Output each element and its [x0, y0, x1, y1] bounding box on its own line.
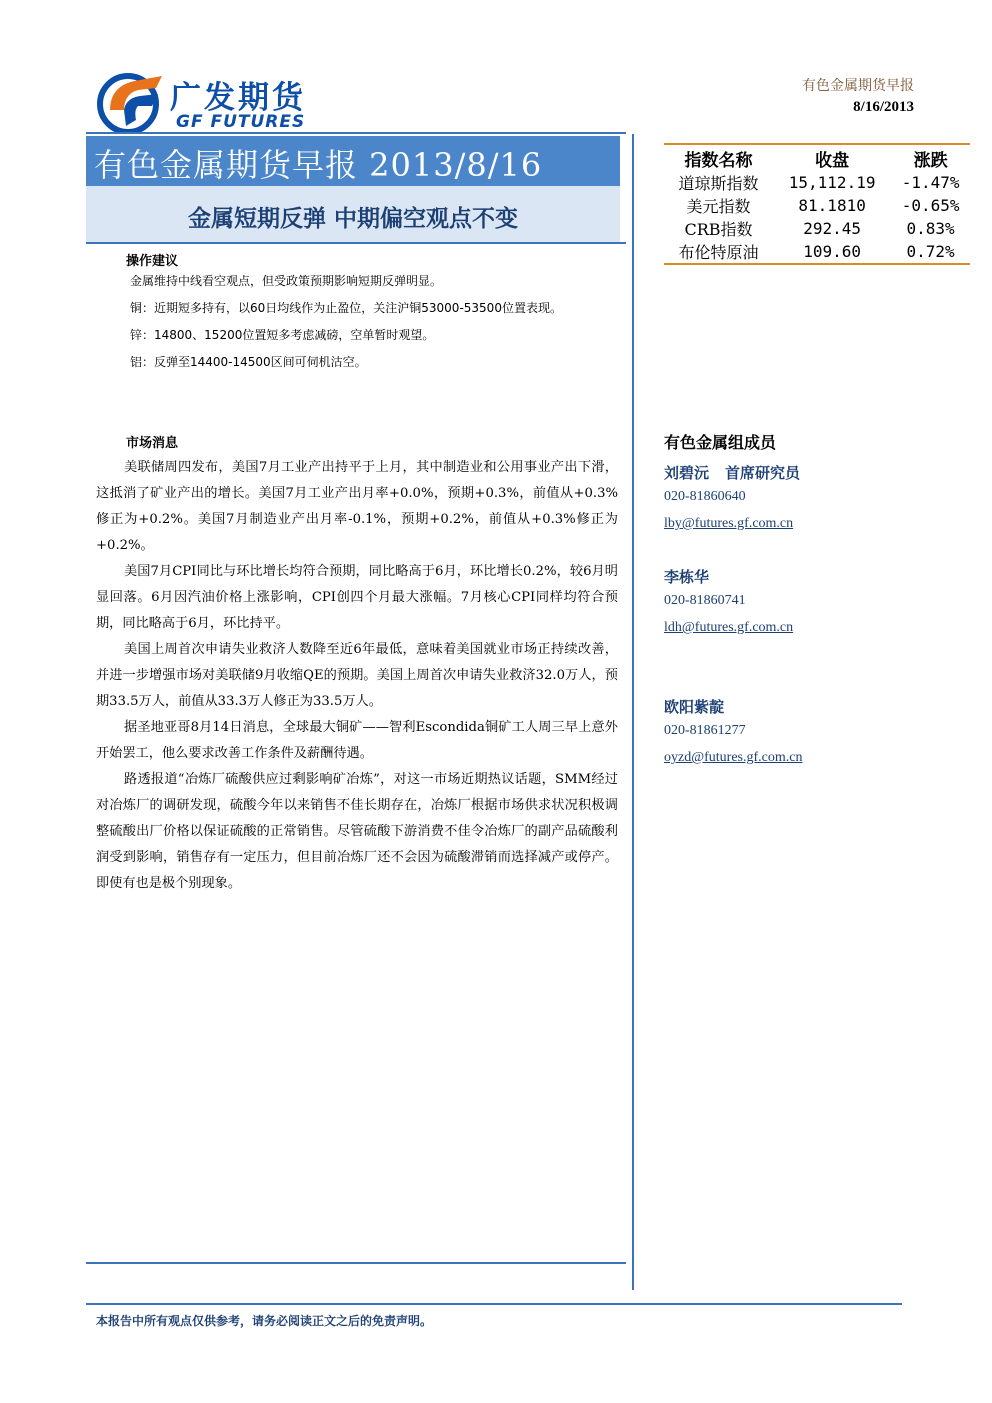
member-email-link[interactable]: lby@futures.gf.com.cn — [664, 516, 794, 531]
team-member — [664, 696, 964, 766]
header-divider — [86, 132, 626, 134]
member-name: 刘碧沅 — [664, 464, 710, 482]
index-close: 15,112.19 — [788, 173, 876, 192]
news-paragraph: 路透报道“冶炼厂硫酸供应过剩影响矿冶炼”，对这一市场近期热议话题，SMM经过对冶炼厂的调研发现，硫酸今年以来销售不佳长期存在，冶炼厂根据市场供求状况积极调整硫酸出厂价格以保证硫酸的正常销售。尽管硫酸下游消费不佳令冶炼厂的副产品硫酸利润受到影响，销售存有一定压力，但目前冶炼厂还不会因为硫酸滞销而选择减产或停产。即使有也是极个别现象。 — [96, 772, 618, 891]
col-header-name: 指数名称 — [684, 150, 753, 171]
col-header-close: 收盘 — [815, 150, 850, 171]
operation-item: 锌：14800、15200位置短多考虑减磅，空单暂时观望。 — [130, 328, 435, 342]
subtitle-banner — [86, 186, 620, 242]
team-member — [664, 462, 964, 532]
index-name: 美元指数 — [686, 197, 751, 216]
table-row — [664, 171, 970, 194]
news-heading: 市场消息 — [126, 436, 179, 451]
col-header-change: 涨跌 — [913, 150, 948, 171]
index-name: CRB指数 — [684, 220, 753, 239]
table-bottom-rule — [664, 263, 970, 265]
index-change: -1.47% — [901, 173, 960, 192]
member-phone: 020-81860640 — [664, 489, 746, 504]
member-email-link[interactable]: oyzd@futures.gf.com.cn — [664, 750, 803, 765]
news-body — [96, 455, 618, 897]
table-row — [664, 194, 970, 217]
content-bottom-divider — [86, 1262, 626, 1264]
news-paragraph: 美联储周四发布，美国7月工业产出持平于上月，其中制造业和公用事业产出下滑，这抵消了矿业产出的增长。美国7月工业产出月率+0.0%，预期+0.3%，前值从+0.3%修正为+0.2%。美国7月制造业产出月率-0.1%，预期+0.2%，前值从+0.3%修正为+0.2%。 — [96, 460, 618, 553]
disclaimer-text: 本报告中所有观点仅供参考，请务必阅读正文之后的免责声明。 — [96, 1314, 433, 1328]
index-change: -0.65% — [901, 196, 960, 215]
team-member — [664, 566, 964, 636]
member-email-link[interactable]: ldh@futures.gf.com.cn — [664, 620, 794, 635]
operation-item: 金属维持中线看空观点，但受政策预期影响短期反弹明显。 — [130, 274, 443, 288]
index-table — [664, 143, 970, 265]
team-heading: 有色金属组成员 — [664, 433, 777, 452]
index-change: 0.72% — [906, 242, 955, 261]
member-phone: 020-81860741 — [664, 593, 746, 608]
news-paragraph: 据圣地亚哥8月14日消息，全球最大铜矿——智利Escondida铜矿工人周三早上意外开始罢工，他么要求改善工作条件及薪酬待遇。 — [96, 720, 618, 761]
report-header — [802, 75, 914, 116]
logo-chinese-text: 广发期货 — [170, 80, 306, 116]
table-row — [664, 240, 970, 263]
member-name: 李栋华 — [664, 568, 710, 586]
page-subtitle: 金属短期反弹 中期偏空观点不变 — [187, 206, 518, 232]
company-logo — [96, 70, 346, 134]
table-header-row — [664, 145, 970, 171]
column-separator — [632, 134, 634, 1290]
operations-list — [130, 272, 620, 380]
member-phone: 020-81861277 — [664, 723, 746, 738]
news-paragraph: 美国上周首次申请失业救济人数降至近6年最低，意味着美国就业市场正持续改善，并进一步增强市场对美联储9月收缩QE的预期。美国上周首次申请失业救济32.0万人，预期33.5万人，前值从33.3万人修正为33.5万人。 — [96, 642, 618, 709]
gf-logo-icon — [96, 70, 168, 134]
report-date: 8/16/2013 — [853, 99, 914, 115]
logo-english-text: GF FUTURES — [176, 112, 306, 132]
member-title: 首席研究员 — [725, 464, 801, 482]
banner-bottom-divider — [86, 242, 626, 244]
title-banner — [86, 136, 620, 186]
index-name: 道琼斯指数 — [678, 174, 759, 193]
member-name: 欧阳紫靛 — [664, 698, 725, 716]
index-close: 109.60 — [803, 242, 862, 261]
index-close: 81.1810 — [798, 196, 866, 215]
page-title: 有色金属期货早报 2013/8/16 — [94, 146, 543, 184]
news-paragraph: 美国7月CPI同比与环比增长均符合预期，同比略高于6月，环比增长0.2%，较6月明显回落。6月因汽油价格上涨影响，CPI创四个月最大涨幅。7月核心CPI同样均符合预期，同比略高于6月，环比持平。 — [96, 564, 618, 631]
team-section — [664, 430, 964, 453]
operations-heading: 操作建议 — [126, 254, 179, 269]
operation-item: 铝：反弹至14400-14500区间可伺机沽空。 — [130, 355, 367, 369]
table-row — [664, 217, 970, 240]
footer-divider — [86, 1303, 902, 1305]
index-change: 0.83% — [906, 219, 955, 238]
index-close: 292.45 — [803, 219, 862, 238]
report-name: 有色金属期货早报 — [802, 78, 914, 94]
index-name: 布伦特原油 — [678, 243, 759, 262]
operation-item: 铜：近期短多持有，以60日均线作为止盈位，关注沪铜53000-53500位置表现。 — [130, 301, 562, 315]
